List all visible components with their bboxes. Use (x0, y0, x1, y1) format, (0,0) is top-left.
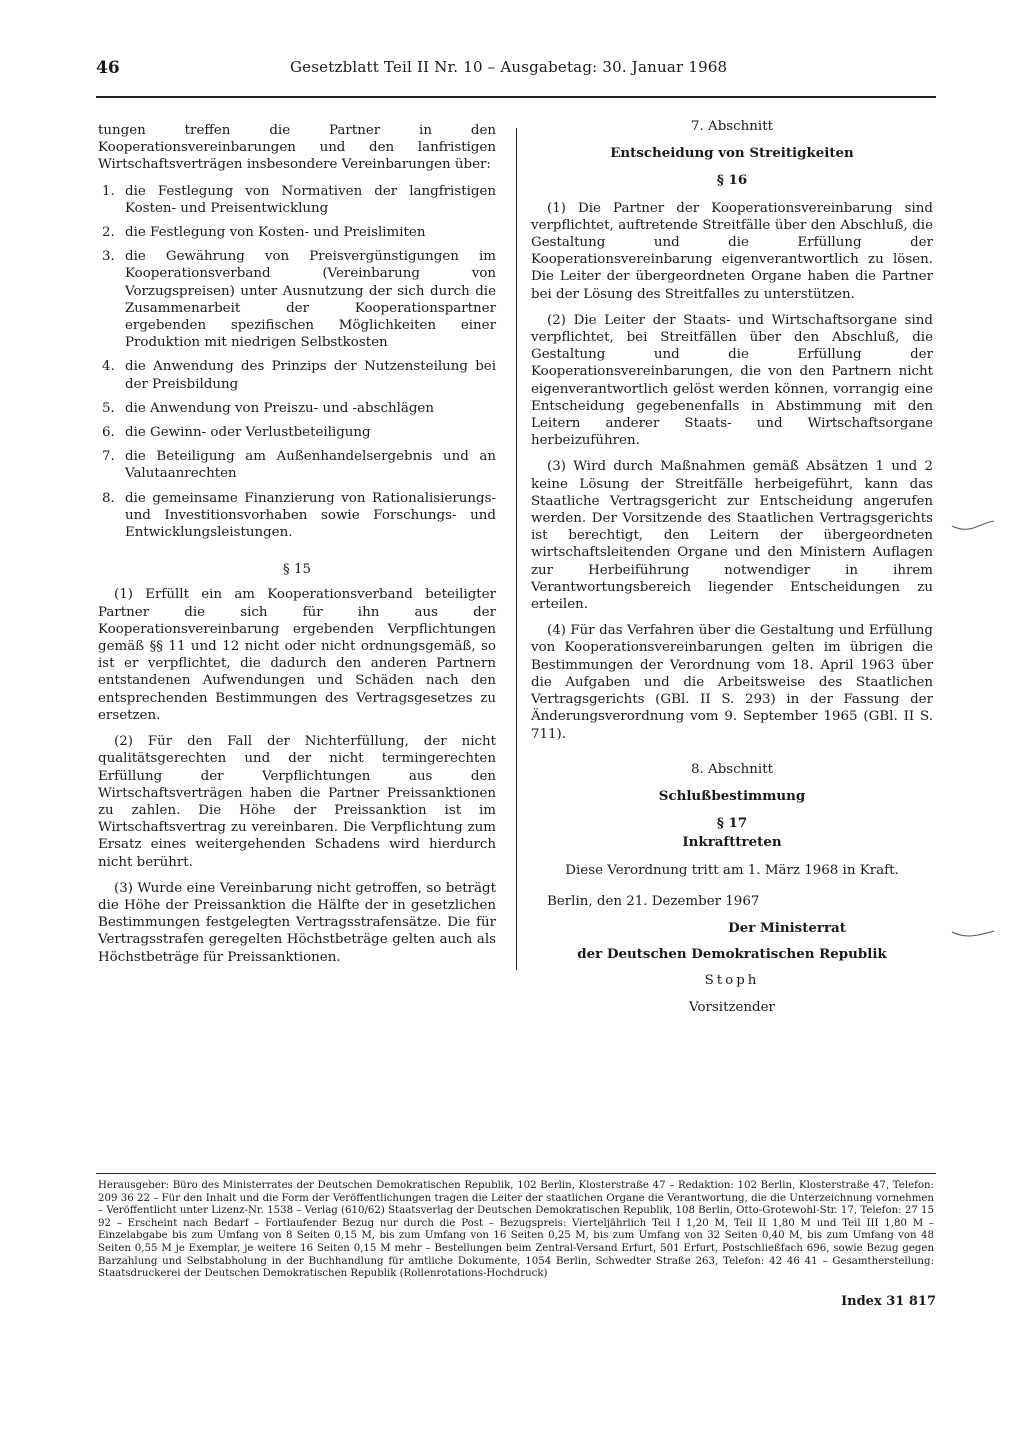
agreement-list (98, 183, 496, 542)
header-rule (96, 96, 936, 98)
list-item (98, 400, 496, 417)
list-text: die Festlegung von Normativen der langfristigen Kosten- und Preisentwicklung (125, 183, 496, 216)
chapter-7-label: 7. Abschnitt (691, 119, 773, 134)
date-line: Berlin, den 21. Dezember 1967 (547, 893, 760, 909)
running-head: Gesetzblatt Teil II Nr. 10 – Ausgabetag: 30. Januar 1968 (290, 58, 728, 76)
section-17-text: Diese Verordnung tritt am 1. März 1968 in Kraft. (565, 862, 899, 878)
signatory-name: Stoph (704, 973, 760, 989)
list-text: die Anwendung von Preiszu- und -abschlägen (125, 400, 434, 416)
list-number: 1. (102, 183, 115, 199)
intro-paragraph: tungen treffen die Partner in den Kooperationsvereinbarungen und den lanfristigen Wirtschaftsverträgen insbesondere Vereinbarungen über: (98, 123, 496, 173)
footer-rule (96, 1173, 936, 1174)
list-number: 7. (102, 449, 115, 465)
left-column (98, 122, 496, 975)
list-text: die gemeinsame Finanzierung von Rationalisierungs- und Investitionsvorhaben sowie Forschungs- und Entwicklungsleistungen. (125, 490, 496, 541)
section-15-heading: § 15 (283, 562, 311, 578)
chapter-7-title: Entscheidung von Streitigkeiten (610, 145, 854, 162)
page-number: 46 (96, 58, 120, 78)
list-number: 3. (102, 249, 115, 265)
list-text: die Gewinn- oder Verlustbeteiligung (125, 425, 371, 441)
signatory-role: Vorsitzender (689, 999, 775, 1015)
list-text: die Beteiligung am Außenhandelsergebnis und an Valutaanrechten (125, 449, 496, 482)
chapter-8-label: 8. Abschnitt (691, 761, 773, 777)
list-item (98, 490, 496, 542)
section-17-heading: § 17 (716, 815, 748, 832)
list-item (98, 424, 496, 441)
section-16-paragraph-3: (3) Wird durch Maßnahmen gemäß Absätzen 1 und 2 keine Lösung der Streitfälle herbeigeführt, kann das Staatliche Vertragsgericht zur Entscheidung angerufen werden. Der Vorsitzende des Staatlichen Vertragsgerichts ist berechtigt, den Leitern der übergeordneten wirtschaftsleitenden Organe und den Ministern Auflagen zur Herbeiführung notwendiger in ihrem Verantwortungsbereich liegender Entscheidungen zu erteilen. (531, 459, 933, 613)
list-item (98, 183, 496, 217)
section-15-paragraph-2: (2) Für den Fall der Nichterfüllung, der nicht qualitätsgerechten und der nicht termingerechten Erfüllung der Verpflichtungen aus den Wirtschaftsverträgen haben die Partner Preissanktionen zu zahlen. Die Höhe der Preissanktion ist im Wirtschaftsvertrag zu vereinbaren. Die Verpflichtung zum Ersatz eines weitergehenden Schadens wird hierdurch nicht berührt. (98, 734, 496, 870)
index-number: Index 31 817 (841, 1294, 936, 1309)
imprint-text: Herausgeber: Büro des Ministerrates der Deutschen Demokratischen Republik, 102 Berlin, Klosterstraße 47 – Redaktion: 102 Berlin, Klosterstraße 47, Telefon: 209 36 22 – Für den Inhalt und die Form der Veröffentlichungen tragen die Leiter der staatlichen Organe die Verantwortung, die die Unterzeichnung vornehmen – Veröffentlicht unter Lizenz-Nr. 1538 – Verlag (610/62) Staatsverlag der Deutschen Demokratischen Republik, 108 Berlin, Otto-Grotewohl-Str. 17, Telefon: 27 15 92 – Erscheint nach Bedarf – Fortlaufender Bezug nur durch die Post – Bezugspreis: Vierteljährlich Teil I 1,20 M, Teil II 1,80 M und Teil III 1,80 M – Einzelabgabe bis zum Umfang von 8 Seiten 0,15 M, bis zum Umfang von 16 Seiten 0,25 M, bis zum Umfang von 32 Seiten 0,40 M, bis zum Umfang von 48 Seiten 0,55 M je Exemplar, je weitere 16 Seiten 0,15 M mehr – Bestellungen beim Zentral-Versand Erfurt, 501 Erfurt, Postschließfach 696, sowie Bezug gegen Barzahlung und Selbstabholung in der Buchhandlung für amtliche Dokumente, 1054 Berlin, Schwedter Straße 263, Telefon: 42 46 41 – Gesamtherstellung: Staatsdruckerei der Deutschen Demokratischen Republik (Rollenrotations-Hochdruck) (98, 1180, 934, 1280)
section-16-heading: § 16 (716, 172, 748, 189)
list-item (98, 224, 496, 241)
column-divider (516, 128, 517, 970)
list-text: die Festlegung von Kosten- und Preislimiten (125, 225, 426, 241)
signature-block (531, 920, 933, 1016)
signature-line-2: der Deutschen Demokratischen Republik (577, 946, 887, 963)
margin-pencil-mark (950, 518, 996, 532)
list-number: 8. (102, 490, 115, 506)
list-item (98, 448, 496, 482)
margin-pencil-mark (950, 926, 996, 940)
section-15-paragraph-1: (1) Erfüllt ein am Kooperationsverband beteiligter Partner die sich für ihn aus der Kooperationsvereinbarung ergebenden Verpflichtungen gemäß §§ 11 und 12 nicht oder nicht ordnungsgemäß, so ist er verpflichtet, die dadurch den anderen Partnern entstandenen Aufwendungen und Schäden nach den entsprechenden Bestimmungen des Vertragsgesetzes zu ersetzen. (98, 587, 496, 723)
list-text: die Anwendung des Prinzips der Nutzensteilung bei der Preisbildung (125, 359, 496, 392)
signature-line-1: Der Ministerrat (728, 919, 846, 936)
section-16-paragraph-1: (1) Die Partner der Kooperationsvereinbarung sind verpflichtet, auftretende Streitfälle über den Abschluß, die Gestaltung und die Erfüllung der Kooperationsvereinbarung eigenverantwortlich zu lösen. Die Leiter der übergeordneten Organe haben die Partner bei der Lösung des Streitfalles zu unterstützen. (531, 200, 933, 302)
list-number: 2. (102, 225, 115, 241)
section-16-paragraph-4: (4) Für das Verfahren über die Gestaltung und Erfüllung von Kooperationsvereinbarungen gelten im übrigen die Bestimmungen der Verordnung vom 18. April 1963 über die Aufgaben und die Arbeitsweise des Staatlichen Vertragsgerichts (GBl. II S. 293) in der Fassung der Änderungsverordnung vom 9. September 1965 (GBl. II S. 711). (531, 623, 933, 742)
section-16-paragraph-2: (2) Die Leiter der Staats- und Wirtschaftsorgane sind verpflichtet, bei Streitfällen über den Abschluß, die Gestaltung und die Erfüllung der Kooperationsvereinbarungen, die von den Partnern nicht eigenverantwortlich gelöst werden können, vorrangig eine Entscheidung gegebenenfalls in Abstimmung mit den Leitern anderer Staats- und Wirtschaftsorgane herbeizuführen. (531, 312, 933, 449)
section-15-paragraph-3: (3) Wurde eine Vereinbarung nicht getroffen, so beträgt die Höhe der Preissanktion die Hälfte der in gesetzlichen Bestimmungen festgelegten Vertragsstrafensätze. Die für Vertragsstrafen geregelten Höchstbeträge gelten auch als Höchstbeträge für Preissanktionen. (98, 880, 496, 965)
list-item (98, 248, 496, 351)
list-number: 6. (102, 425, 115, 441)
list-text: die Gewährung von Preisvergünstigungen im Kooperationsverband (Vereinbarung von Vorzugspreisen) unter Ausnutzung der sich durch die Zusammenarbeit der Kooperationspartner ergebenden spezifischen Möglichkeiten einer Produktion mit niedrigen Selbstkosten (125, 249, 496, 351)
list-item (98, 358, 496, 392)
right-column (531, 116, 933, 1025)
chapter-8-title: Schlußbestimmung (658, 787, 806, 804)
list-number: 4. (102, 359, 115, 375)
section-17-title: Inkrafttreten (682, 834, 782, 851)
list-number: 5. (102, 400, 115, 416)
